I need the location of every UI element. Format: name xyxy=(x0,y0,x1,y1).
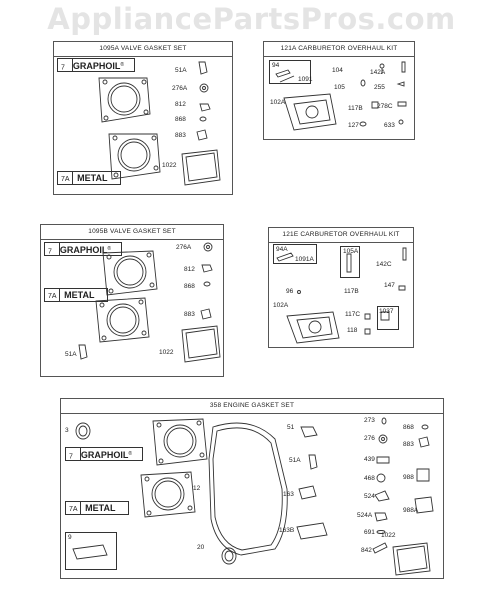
part-label: 1022 xyxy=(159,349,174,356)
part-label: 127 xyxy=(348,122,359,129)
part-label: 691 xyxy=(364,529,375,536)
part-label: 117C xyxy=(345,311,361,318)
tag-text: METAL xyxy=(64,290,95,300)
panel-358-engine-gasket-set xyxy=(60,398,444,579)
tag-number: 7 xyxy=(69,453,73,461)
head-gasket-drawing xyxy=(141,472,195,517)
part-label: 118 xyxy=(347,327,358,334)
tag-number: 7A xyxy=(69,506,78,513)
part-label: 1037 xyxy=(379,308,394,315)
panel-title: 358 ENGINE GASKET SET xyxy=(61,399,443,414)
graphoil-tag: 7 GRAPHOIL® xyxy=(65,447,143,461)
part-label: 117B xyxy=(348,105,363,112)
part-drawings xyxy=(61,399,443,578)
head-gasket-drawing xyxy=(96,298,149,342)
crankcase-gasket-drawing xyxy=(209,423,287,555)
part-label: 524 xyxy=(364,493,375,500)
part-label: 142A xyxy=(370,69,386,76)
graphoil-tag: 7 GRAPHOIL® xyxy=(44,242,122,256)
part-label: 883 xyxy=(184,311,195,318)
part-label: 1022 xyxy=(381,532,396,539)
part-label: 51 xyxy=(287,424,295,431)
part-label: 273 xyxy=(364,417,375,424)
panel-title: 1095B VALVE GASKET SET xyxy=(41,225,223,240)
part-label: 94A xyxy=(276,246,288,253)
part-label: 883 xyxy=(403,441,414,448)
part-label: 633 xyxy=(384,122,395,129)
part-label: 812 xyxy=(175,101,186,108)
part-label: 104 xyxy=(332,67,343,74)
part-label: 842 xyxy=(361,547,372,554)
part-label: 276A xyxy=(176,244,192,251)
part-label: 276A xyxy=(172,85,188,92)
part-label: 105 xyxy=(334,84,345,91)
oil-seal-drawing xyxy=(76,423,90,439)
tag-number: 7 xyxy=(61,64,65,72)
tag-text: METAL xyxy=(85,503,116,513)
part-label: 96 xyxy=(286,288,294,295)
part-label: 524A xyxy=(357,512,373,519)
part-drawings xyxy=(54,42,232,194)
panel-title: 1095A VALVE GASKET SET xyxy=(54,42,232,57)
part-label: 3 xyxy=(65,427,69,434)
part-label: 12 xyxy=(193,485,201,492)
panel-title: 121E CARBURETOR OVERHAUL KIT xyxy=(269,228,413,243)
head-gasket-drawing xyxy=(109,134,160,179)
watermark: AppliancePartsPros.com xyxy=(47,2,456,36)
part-label: 276 xyxy=(364,435,375,442)
tag-text: GRAPHOIL xyxy=(80,450,129,461)
part-label: 102A xyxy=(273,302,289,309)
part-label: 988 xyxy=(403,474,414,481)
part-label: 51A xyxy=(175,67,187,74)
tag-number: 7A xyxy=(48,293,57,300)
graphoil-tag: 7 GRAPHOIL® xyxy=(57,58,135,72)
head-gasket-drawing xyxy=(99,78,150,122)
tag-number: 7 xyxy=(48,248,52,256)
tag-text: METAL xyxy=(77,173,108,183)
breather-gasket-drawing xyxy=(297,523,327,539)
part-label: 20 xyxy=(197,544,205,551)
part-label: 468 xyxy=(364,475,375,482)
part-51a-drawing xyxy=(199,62,207,74)
tag-text: GRAPHOIL xyxy=(59,245,108,256)
part-label: 1091A xyxy=(295,256,314,263)
tag-text: GRAPHOIL xyxy=(72,61,121,72)
part-label: 439 xyxy=(364,456,375,463)
part-label: 51A xyxy=(289,457,301,464)
part-label: 142C xyxy=(376,261,392,268)
part-label: 51A xyxy=(65,351,77,358)
part-label: 1091 xyxy=(298,76,313,83)
part-label: 278C xyxy=(377,103,393,110)
panel-1095a-valve-gasket-set xyxy=(53,41,233,195)
part-label: 812 xyxy=(184,266,195,273)
part-label: 1022 xyxy=(162,162,177,169)
head-gasket-drawing xyxy=(153,419,207,465)
part-label: 868 xyxy=(175,116,186,123)
part-label: 163 xyxy=(283,491,294,498)
part-label: 102A xyxy=(270,99,286,106)
oil-seal-drawing xyxy=(222,548,236,564)
part-label: 147 xyxy=(384,282,395,289)
part-label: 255 xyxy=(374,84,385,91)
part-label: 105A xyxy=(343,248,359,255)
part-label: 988A xyxy=(403,507,419,514)
part-label: 868 xyxy=(403,424,414,431)
part-label: 868 xyxy=(184,283,195,290)
tag-number: 7A xyxy=(61,176,70,183)
head-gasket-drawing xyxy=(103,251,157,295)
part-label: 883 xyxy=(175,132,186,139)
panel-1095b-valve-gasket-set xyxy=(40,224,224,377)
part-label: 9 xyxy=(68,534,72,541)
part-label: 94 xyxy=(272,62,280,69)
panel-121e-carburetor-overhaul-kit xyxy=(268,227,414,348)
panel-121a-carburetor-overhaul-kit xyxy=(263,41,415,140)
panel-title: 121A CARBURETOR OVERHAUL KIT xyxy=(264,42,414,57)
part-label: 163B xyxy=(279,527,295,534)
part-51a-drawing xyxy=(79,345,87,359)
part-label: 117B xyxy=(344,288,359,295)
